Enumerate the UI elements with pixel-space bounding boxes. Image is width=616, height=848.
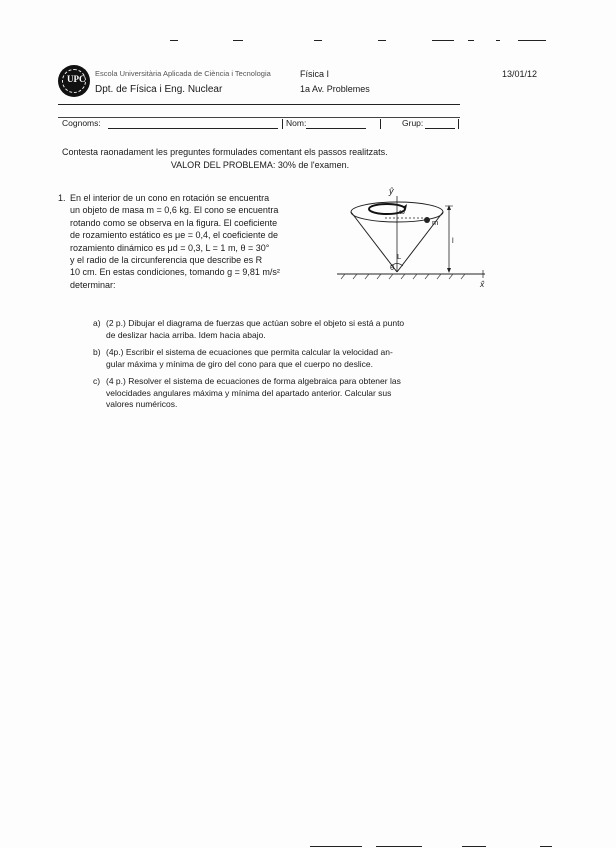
instructions-line-1: Contesta raonadament les preguntes formulades comentant els passos realitzats. bbox=[62, 147, 388, 157]
field-separator bbox=[282, 119, 283, 129]
course-name: Física I bbox=[300, 69, 330, 79]
question-line: (2 p.) Dibujar el diagrama de fuerzas que actúan sobre el objeto si está a punto bbox=[106, 318, 405, 328]
problem-line: 10 cm. En estas condiciones, tomando g = 9,81 m/s² bbox=[70, 267, 280, 278]
axis-label: ŷ bbox=[389, 186, 394, 196]
question-line: gular máxima y mínima de giro del cono para que el cuerpo no deslice. bbox=[106, 358, 373, 369]
mass-label: m bbox=[432, 218, 439, 227]
scan-mark bbox=[540, 846, 552, 847]
problem-line: un objeto de masa m = 0,6 kg. El cono se encuentra bbox=[70, 205, 279, 216]
problem-line: En el interior de un cono en rotación se encuentra bbox=[70, 193, 270, 203]
x-axis-label: x̂ bbox=[480, 279, 485, 289]
exam-date: 13/01/12 bbox=[502, 69, 538, 79]
problem-line: de rozamiento estático es μe = 0,4, el coeficiente de bbox=[70, 230, 279, 241]
group-label: Grup: bbox=[402, 118, 424, 128]
question-line: de deslizar hacia arriba. Idem hacia abajo. bbox=[106, 329, 266, 340]
length-label: L bbox=[397, 252, 402, 261]
question-a-label: a) bbox=[93, 318, 101, 328]
scan-mark bbox=[518, 40, 546, 41]
scan-mark bbox=[233, 40, 243, 41]
problem-line: rotando como se observa en la figura. El coeficiente bbox=[70, 217, 278, 228]
name-label: Nom: bbox=[286, 118, 307, 128]
question-line: (4 p.) Resolver el sistema de ecuaciones de forma algebraica para obtener las bbox=[106, 376, 401, 386]
cone-figure bbox=[325, 182, 495, 292]
name-field[interactable] bbox=[306, 128, 366, 129]
scan-mark bbox=[314, 40, 322, 41]
question-a bbox=[106, 318, 476, 341]
scan-mark bbox=[310, 846, 362, 847]
problem-statement bbox=[70, 192, 320, 291]
scan-mark bbox=[496, 40, 500, 41]
scan-mark bbox=[432, 40, 454, 41]
omega-label: ω bbox=[399, 207, 405, 216]
group-field[interactable] bbox=[425, 128, 455, 129]
department-name: Dpt. de Física i Eng. Nuclear bbox=[95, 84, 223, 95]
question-c bbox=[106, 376, 476, 411]
question-line: valores numéricos. bbox=[106, 399, 178, 409]
field-separator bbox=[458, 119, 459, 129]
header-divider bbox=[58, 104, 460, 105]
problem-line: determinar: bbox=[70, 279, 116, 290]
question-b bbox=[106, 347, 476, 370]
university-logo: UPC bbox=[58, 65, 90, 97]
session-name: 1a Av. Problemes bbox=[300, 84, 370, 94]
university-name: Escola Universitària Aplicada de Ciència i Tecnologia bbox=[95, 69, 271, 78]
surnames-field[interactable] bbox=[108, 128, 278, 129]
question-b-label: b) bbox=[93, 347, 101, 357]
scan-mark bbox=[468, 40, 474, 41]
field-separator bbox=[380, 119, 381, 129]
scan-mark bbox=[378, 40, 386, 41]
question-line: (4p.) Escribir el sistema de ecuaciones que permita calcular la velocidad an- bbox=[106, 347, 393, 357]
problem-line: rozamiento dinámico es μd = 0,3, L = 1 m, θ = 30° bbox=[70, 242, 270, 253]
instructions-line-2: VALOR DEL PROBLEMA: 30% de l'examen. bbox=[170, 160, 350, 170]
theta-label: θ bbox=[390, 263, 395, 272]
scan-mark bbox=[170, 40, 178, 41]
scan-mark bbox=[462, 846, 486, 847]
problem-line: y el radio de la circunferencia que describe es R bbox=[70, 255, 263, 266]
question-c-label: c) bbox=[93, 376, 101, 386]
height-label: l bbox=[452, 236, 454, 245]
question-line: velocidades angulares máxima y mínima del apartado anterior. Calcular sus bbox=[106, 387, 392, 398]
scan-mark bbox=[376, 846, 422, 847]
surnames-label: Cognoms: bbox=[62, 118, 101, 128]
problem-number: 1. bbox=[58, 193, 66, 203]
fields-top-rule bbox=[58, 117, 460, 118]
